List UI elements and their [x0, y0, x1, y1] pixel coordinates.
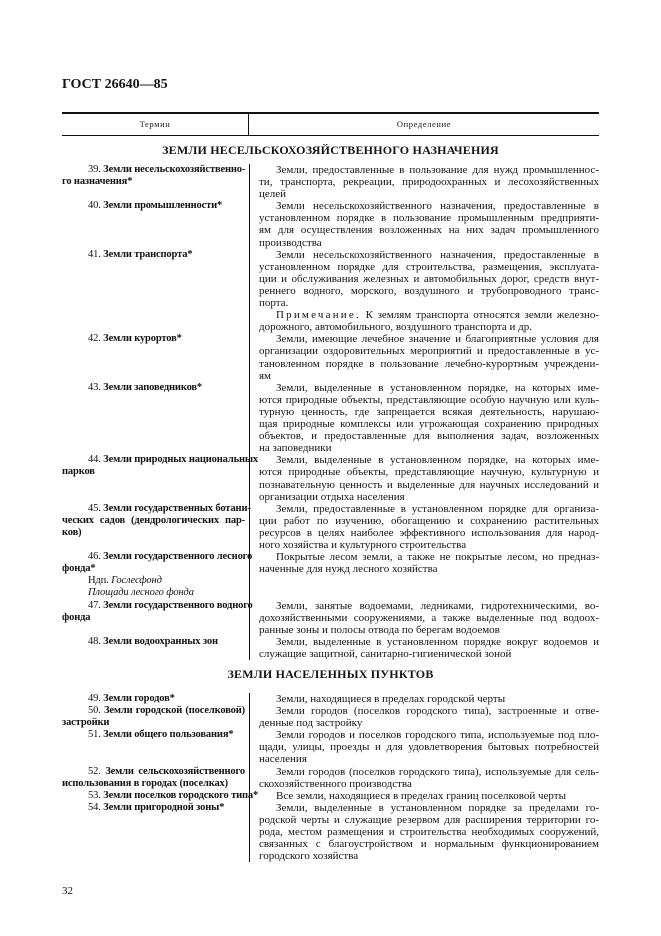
term-line	[62, 466, 245, 478]
definition-text: служащие защитной, санитарно-гигиенической зоной	[259, 647, 512, 660]
definition-text: ются природные объекты, представляющие научную, культурную и	[259, 466, 599, 479]
term-text: Земли государственного водного	[103, 599, 253, 611]
definition-line	[259, 717, 599, 729]
term-line	[62, 599, 253, 612]
term-cell	[62, 249, 249, 310]
definition-line	[259, 333, 599, 345]
term-text: ков)	[62, 526, 82, 538]
definition-line	[259, 224, 599, 236]
term-cell	[62, 599, 253, 636]
definition-text: объектов, и предоставленные для выполнения задач, возложенных	[259, 430, 599, 443]
term-text: Земли государственного лесного	[103, 551, 253, 563]
term-text: Земли промышленности*	[103, 200, 223, 212]
term-number: 47.	[88, 599, 101, 611]
definition-line	[259, 729, 599, 741]
definition-line	[259, 406, 599, 418]
term-cell	[62, 200, 249, 248]
definition-line	[259, 515, 599, 527]
term-text: Земли городов*	[103, 693, 175, 705]
definition-text: турную ценность, где запрещается всякая деятельность, нарушаю-	[259, 405, 599, 418]
definition-line	[259, 563, 599, 575]
term-text: Земли транспорта*	[103, 248, 193, 260]
definition-line	[259, 188, 599, 200]
term-line	[62, 502, 251, 515]
definition-line	[259, 802, 599, 814]
definition-text: ям	[259, 369, 272, 382]
section-rows	[62, 164, 599, 660]
term-cell	[62, 309, 249, 333]
term-text: парков	[62, 466, 95, 478]
definition-line	[259, 551, 599, 563]
definition-text: ции и обслуживания железных и автомобильных дорог, средств внут-	[259, 272, 599, 285]
definition-text: ресурсов в целях наиболее эффективного использования для народ-	[259, 526, 599, 539]
section-heading: ЗЕМЛИ НЕСЕЛЬСКОХОЗЯЙСТВЕННОГО НАЗНАЧЕНИЯ	[162, 143, 499, 157]
term-text: Земли курортов*	[103, 333, 182, 345]
definition-line	[259, 454, 599, 466]
term-line	[62, 636, 245, 648]
nonpreferred-text: Гослесфонд	[111, 575, 162, 587]
definition-line	[259, 766, 599, 778]
term-text: Земли государственных ботани-	[103, 502, 251, 514]
definition-line	[259, 636, 599, 648]
nonpreferred-text: Площади лесного фонда	[88, 587, 194, 599]
definition-line	[259, 309, 599, 321]
term-cell	[62, 382, 249, 455]
definition-cell	[249, 600, 599, 636]
definition-text: денные под застройку	[259, 717, 363, 730]
definition-cell	[249, 249, 599, 310]
term-cell	[62, 454, 259, 502]
term-cell	[62, 333, 249, 381]
definition-text: скохозяйственного производства	[259, 777, 412, 790]
term-text: Земли заповедников*	[103, 381, 203, 393]
term-text: застройки	[62, 717, 110, 729]
definition-text: целей	[259, 188, 287, 201]
definition-line	[259, 237, 599, 249]
term-line	[62, 612, 245, 624]
definition-text: населения	[259, 753, 307, 766]
definition-text: наченные для нужд лесного хозяйства	[259, 563, 438, 576]
definition-text: установленном порядке для строительства, размещения, эксплуата-	[259, 260, 599, 273]
term-text: Земли водоохранных зон	[103, 635, 218, 647]
definition-line	[259, 297, 599, 309]
definition-line	[259, 826, 599, 838]
definition-text: Покрытые лесом земли, а также не покрытые лесом, но предназ-	[276, 551, 599, 564]
definition-text: дорожного, автомобильного, воздушного транспорта и др.	[259, 321, 532, 334]
definition-cell	[249, 802, 599, 863]
term-number: 51.	[88, 729, 101, 741]
definition-text: организации оздоровительных мероприятий и предоставленные в ус-	[259, 345, 599, 358]
nonpreferred-label: Ндп.	[88, 575, 109, 587]
term-text: Земли городской (поселковой)	[103, 705, 245, 717]
definition-text: Земли, выделенные в установленном порядке вокруг водоемов и	[276, 635, 599, 648]
term-cell	[62, 551, 253, 599]
column-header-definition: Определение	[396, 119, 452, 129]
definition-line	[259, 164, 599, 176]
term-number: 45.	[88, 502, 101, 514]
term-number: 46.	[88, 551, 101, 563]
definition-line	[259, 370, 599, 382]
definition-text: К землям транспорта относятся земли железно-	[360, 309, 599, 322]
term-line	[62, 551, 253, 563]
definition-text: порта.	[259, 297, 289, 310]
definition-line	[259, 648, 599, 660]
definition-text: дохозяйственными сооружениями, а также выделенные под водоох-	[259, 611, 599, 624]
term-number: 54.	[88, 801, 101, 813]
definition-line	[259, 838, 599, 850]
definition-text: Земли, предоставленные в пользование для нужд промышленнос-	[276, 164, 599, 176]
term-text: Земли сельскохозяйственного	[105, 765, 245, 777]
definition-text: Земли, имеющие лечебное значение и благоприятные условия для	[276, 333, 599, 346]
definition-line	[259, 212, 599, 224]
definition-cell	[249, 729, 599, 765]
definition-line	[259, 273, 599, 285]
definition-text: Земли, предоставленные в установленном порядке для организа-	[276, 502, 599, 515]
definition-cell	[249, 551, 599, 599]
definition-text: установленном порядке в пользование промышленным предприяти-	[259, 212, 599, 225]
definition-text: Земли городов и поселков городского типа, используемые под пло-	[276, 729, 599, 742]
definition-cell	[249, 454, 599, 502]
definition-line	[259, 741, 599, 753]
term-cell	[62, 693, 249, 705]
term-line	[62, 778, 245, 790]
note-label: Примечание.	[276, 309, 361, 322]
definition-line	[259, 358, 599, 370]
term-text: фонда*	[62, 563, 96, 575]
definition-text: Земли городов (поселков городского типа), используемые для сель-	[276, 765, 599, 778]
definition-text: Земли, находящиеся в пределах городской черты	[276, 693, 506, 706]
term-number: 48.	[88, 635, 101, 647]
definition-line	[259, 176, 599, 188]
definition-text: щади, улицы, проезды и для удовлетворения бытовых потребностей	[259, 741, 599, 754]
definition-text: Земли, занятые водоемами, ледниками, гидротехническими, во-	[276, 599, 599, 612]
term-cell	[62, 729, 249, 765]
definition-line	[259, 753, 599, 765]
definition-text: ного хозяйства и культурного строительства	[259, 539, 467, 552]
term-cell	[62, 636, 249, 660]
term-number: 44.	[88, 454, 101, 466]
definition-text: организации отдыха населения	[259, 490, 405, 503]
definition-line	[259, 778, 599, 790]
definition-cell	[249, 164, 599, 200]
definition-line	[259, 527, 599, 539]
definition-text: Земли, выделенные в установленном порядке за пределами го-	[276, 801, 599, 814]
term-cell	[62, 705, 249, 729]
definition-cell	[249, 693, 599, 705]
definition-text: познавательную ценность и выделенные для научных исследований и	[259, 478, 599, 491]
term-number: 43.	[88, 381, 101, 393]
definition-text: связанных с благоустройством и нормальным функционированием	[259, 838, 599, 851]
term-line	[62, 382, 245, 394]
definition-line	[259, 321, 599, 333]
definition-line	[259, 624, 599, 636]
term-line	[62, 705, 245, 717]
term-text: Земли общего пользования*	[103, 729, 234, 741]
standard-title: ГОСТ 26640—85	[62, 77, 168, 92]
definition-line	[259, 442, 599, 454]
definition-line	[259, 249, 599, 261]
term-line	[62, 766, 245, 778]
term-text: Земли несельскохозяйственно-	[103, 164, 246, 175]
definition-text: Земли городов (поселков городского типа), застроенные и отве-	[276, 705, 599, 718]
nonpreferred-term	[62, 587, 245, 599]
term-text: ческих садов (дендрологических пар-	[62, 514, 245, 526]
term-text: Земли природных национальных	[103, 454, 259, 466]
column-header-term: Термин	[62, 114, 249, 135]
term-line	[62, 176, 245, 188]
definition-line	[259, 503, 599, 515]
term-text: Земли пригородной зоны*	[103, 801, 225, 813]
definition-line	[259, 345, 599, 357]
page-number: 32	[62, 885, 73, 897]
terms-table	[62, 112, 599, 862]
definition-cell	[249, 333, 599, 381]
term-number: 50.	[88, 705, 101, 717]
definition-line	[259, 394, 599, 406]
term-cell	[62, 503, 249, 551]
term-cell	[62, 164, 249, 200]
term-line	[62, 200, 245, 212]
table-header	[62, 112, 599, 136]
term-number: 40.	[88, 200, 101, 212]
definition-text: Земли, выделенные в установленном порядке, на которых име-	[276, 454, 599, 467]
term-line	[62, 802, 245, 814]
definition-line	[259, 430, 599, 442]
term-number: 49.	[88, 693, 101, 705]
definition-text: производства	[259, 236, 322, 249]
definition-text: Земли, выделенные в установленном порядке, на которых име-	[276, 381, 599, 394]
term-line	[62, 164, 245, 176]
term-line	[62, 515, 245, 527]
term-number: 53.	[88, 789, 101, 801]
table-body	[62, 136, 599, 862]
definition-text: Все земли, находящиеся в пределах границ поселковой черты	[276, 789, 566, 802]
term-cell	[62, 789, 259, 802]
definition-line	[259, 850, 599, 862]
definition-line	[259, 612, 599, 624]
definition-line	[259, 790, 599, 802]
definition-text: ются природные объекты, представляющие особую научную или куль-	[259, 393, 599, 406]
term-text: Земли поселков городского типа*	[103, 789, 259, 801]
section-rows	[62, 693, 599, 862]
definition-text: тановленном порядке в пользование лечебно-курортным учреждени-	[259, 357, 599, 370]
definition-cell	[249, 503, 599, 551]
definition-cell	[249, 636, 599, 660]
definition-line	[259, 418, 599, 430]
term-line	[62, 693, 245, 705]
definition-cell	[249, 766, 599, 790]
definition-text: рода, местом размещения и строительства необходимых сооружений,	[259, 826, 599, 839]
definition-text: городского хозяйства	[259, 850, 359, 863]
term-number: 42.	[88, 333, 101, 345]
definition-cell	[249, 309, 599, 333]
definition-line	[259, 600, 599, 612]
definition-cell	[249, 705, 599, 729]
definition-line	[259, 491, 599, 503]
term-line	[62, 717, 245, 729]
definition-line	[259, 466, 599, 478]
definition-text: ям для осуществления возложенных на них задач промышленного	[259, 224, 599, 237]
definition-text: Земли несельскохозяйственного назначения, предоставленные в	[276, 248, 599, 261]
term-line	[62, 454, 259, 466]
term-text: го назначения*	[62, 176, 133, 188]
term-number: 52.	[88, 765, 101, 777]
definition-line	[259, 285, 599, 297]
definition-text: реннего водного, морского, воздушного и трубопроводного транс-	[259, 284, 599, 297]
term-line	[62, 249, 245, 261]
term-line	[62, 527, 245, 539]
definition-text: щая природные комплексы или угрожающая сохранению природных	[259, 418, 599, 431]
definition-text: ранные зоны и полосы отвода по берегам водоемов	[259, 623, 500, 636]
definition-cell	[249, 790, 599, 802]
term-line	[62, 563, 245, 575]
term-line	[62, 789, 259, 802]
definition-line	[259, 814, 599, 826]
term-cell	[62, 766, 249, 790]
definition-text: на заповедники	[259, 442, 332, 455]
definition-line	[259, 693, 599, 705]
term-text: фонда	[62, 611, 91, 623]
definition-cell	[249, 382, 599, 455]
definition-text: ции работ по изучению, обогащению и сохранению растительных	[259, 514, 599, 527]
term-number: 41.	[88, 248, 101, 260]
term-cell	[62, 802, 249, 863]
definition-text: родской черты и служащие резервом для расширения территории го-	[259, 813, 599, 826]
nonpreferred-term	[62, 575, 245, 587]
section-heading: ЗЕМЛИ НАСЕЛЕННЫХ ПУНКТОВ	[227, 667, 434, 682]
definition-text: Земли несельскохозяйственного назначения, предоставленные в	[276, 200, 599, 213]
term-text: использования в городах (поселках)	[62, 777, 228, 789]
definition-line	[259, 200, 599, 212]
definition-line	[259, 539, 599, 551]
definition-line	[259, 479, 599, 491]
definition-text: ти, транспорта, рекреации, природоохранных и лесохозяйственных	[259, 176, 599, 189]
definition-line	[259, 705, 599, 717]
definition-cell	[249, 200, 599, 248]
term-line	[62, 333, 245, 345]
term-line	[62, 729, 245, 741]
definition-line	[259, 382, 599, 394]
term-number: 39.	[88, 164, 101, 175]
definition-line	[259, 261, 599, 273]
